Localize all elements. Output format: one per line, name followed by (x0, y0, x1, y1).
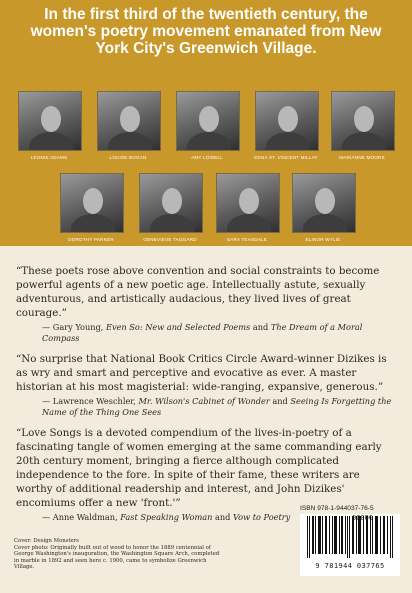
portrait-louise-bogan (97, 91, 161, 151)
caption-genevieve-taggard: GENEVIEVE TAGGARD (143, 237, 197, 242)
blurb-author: — Gary Young, (42, 322, 104, 332)
portrait-amy-lowell (176, 91, 240, 151)
cover-design-credit: Cover: Design Monsters (14, 538, 79, 544)
caption-louise-bogan: LOUISE BOGAN (109, 155, 147, 160)
blurb-author: — Anne Waldman, (42, 512, 118, 522)
blurb-work: Vow to Poetry (233, 512, 291, 522)
cover-credits (14, 538, 224, 571)
blurb-work: The Dream of a Moral Compass (42, 322, 363, 343)
caption-dorothy-parker: DOROTHY PARKER (68, 237, 114, 242)
blurb-text: “Love Songs is a devoted compendium of the lives-in-poetry of a fascinating tangle of women emerging at the same commanding early 20th century moment, bringing a fierce although complicated independence to the fore. In spite of their fame, these writers are worthy of additional readership and interest, and John Dizikes' encomiums offer a new 'front.'” (16, 427, 382, 509)
cover-photo-credit: Cover photo: Originally built out of wood to honor the 1889 centennial of George Washington's inauguration, the Washington Square Arch, completed in marble in 1892 and seen here c. 1900, came to symbolize Greenwich Village. (14, 544, 220, 571)
caption-amy-lowell: AMY LOWELL (191, 155, 223, 160)
price-code: 90000 (352, 514, 374, 522)
portrait-marianne-moore (331, 91, 395, 151)
blurb-text: “These poets rose above convention and social constraints to become powerful agents of a new poetic age. Intellectually astute, sexually adventurous, and artistically audacious, they lived lives of great courage.” (16, 265, 380, 319)
caption-sara-teasdale: SARA TEASDALE (226, 237, 268, 242)
blurb-author: — Lawrence Weschler, (42, 396, 136, 406)
blurb-work: Even So: New and Selected Poems (105, 322, 251, 332)
cover-photo-band (0, 0, 412, 246)
blurb-work: Seeing Is Forgetting the Name of the Thing One Sees (42, 396, 392, 417)
caption-edna-st-vincent-millay: EDNA ST. VINCENT MILLAY (254, 155, 318, 160)
isbn-label: ISBN 978-1-944037-76-5 (300, 505, 374, 512)
portrait-edna-st-vincent-millay (255, 91, 319, 151)
blurbs (16, 264, 394, 531)
barcode-panel (300, 514, 400, 576)
caption-leonie-adams: LEONIE ADAMS (30, 155, 68, 160)
blurb-work: Fast Speaking Woman (120, 512, 213, 522)
barcode-number: 9 781944 037765 (315, 562, 385, 570)
blurb-lawrence-weschler (16, 352, 394, 418)
portrait-elinor-wylie (292, 173, 356, 233)
headline: In the first third of the twentieth century, the women's poetry movement emanated from New York City's Greenwich Village. (30, 6, 382, 57)
blurb-work: Mr. Wilson's Cabinet of Wonder (138, 396, 270, 406)
blurb-attribution (42, 322, 394, 344)
portrait-genevieve-taggard (139, 173, 203, 233)
caption-elinor-wylie: ELINOR WYLIE (305, 237, 341, 242)
blurb-joiner: and (214, 512, 231, 522)
barcode-icon (306, 516, 394, 558)
caption-marianne-moore: MARIANNE MOORE (339, 155, 385, 160)
blurb-gary-young (16, 264, 394, 344)
blurb-text: “No surprise that National Book Critics Circle Award-winner Dizikes is as wry and smart and perceptive and evocative as ever. A master historian at his most magisterial: wide-ranging, expansive, generous.” (16, 353, 387, 393)
portrait-leonie-adams (18, 91, 82, 151)
blurb-attribution (42, 396, 394, 418)
portrait-dorothy-parker (60, 173, 124, 233)
portrait-sara-teasdale (216, 173, 280, 233)
blurb-joiner: and (252, 322, 269, 332)
blurb-joiner: and (272, 396, 288, 406)
